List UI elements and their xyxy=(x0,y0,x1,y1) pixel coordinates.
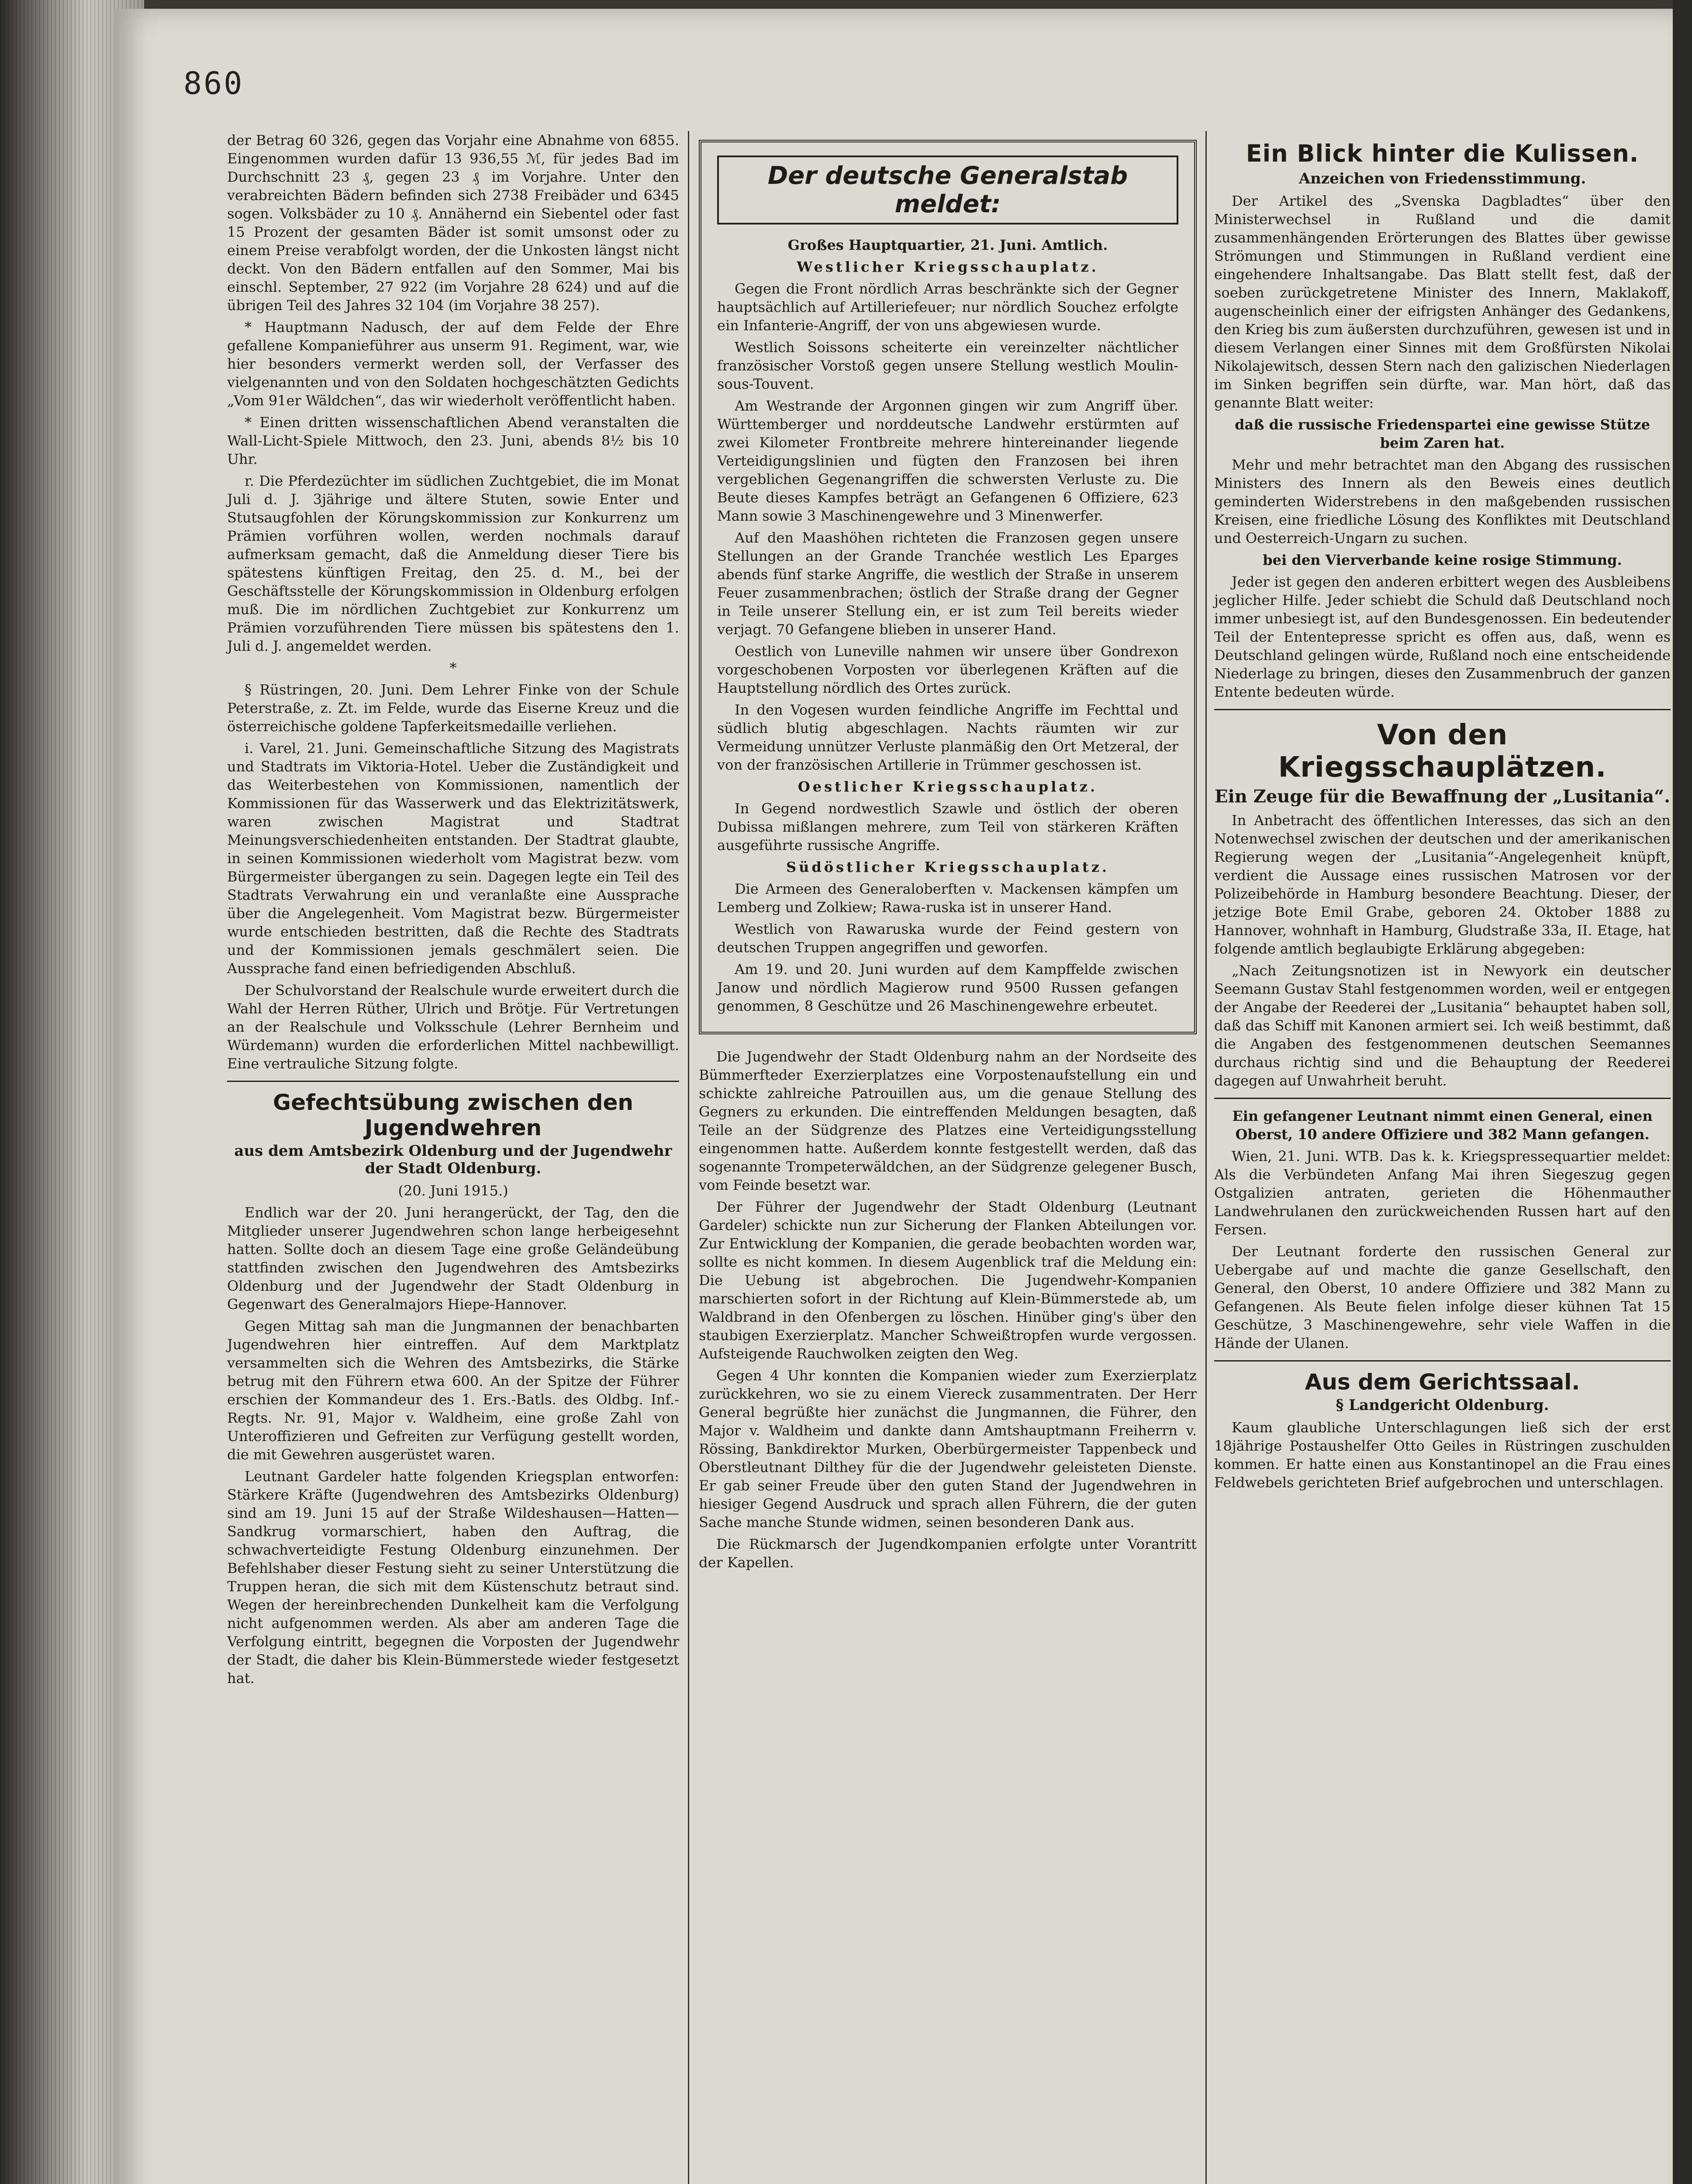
heading-leutnant: Ein gefangener Leutnant nimmt einen General, einen Oberst, 10 andere Offiziere und 382 Mann gefangen. xyxy=(1232,1108,1653,1143)
report-mackensen: Die Armeen des Generaloberften v. Mackensen kämpfen um Lemberg und Zolkiew; Rawa-ruska ist in unserer Hand. xyxy=(717,881,1178,916)
report-arras: Gegen die Front nördlich Arras beschränkte sich der Gegner hauptsächlich auf Artilleriefeuer; nur nördlich Souchez erfolgte ein Infanterie-Angriff, der von uns abgewiesen wurde. xyxy=(717,280,1178,334)
report-maashoehen: Auf den Maashöhen richteten die Franzosen gegen unsere Stellungen an der Grande Tranchée westlich Les Eparges abends fünf starke Angriffe, die westlich der Straße in unserem Feuer zusammenbrachen; östlich der Straße drang der Gegner in Teile unserer Stellung ein, er ist zum Teil bereits wieder verjagt. 70 Gefangene blieben in unserer Hand. xyxy=(717,529,1178,638)
article-ruestringen: § Rüstringen, 20. Juni. Dem Lehrer Finke von der Schule Peterstraße, z. Zt. im Felde, wurde das Eiserne Kreuz und die österreichische goldene Tapferkeitsmedaille verliehen. xyxy=(227,681,679,735)
separator-star: * xyxy=(449,660,457,676)
heading-gefechtsuebung: Gefechtsübung zwischen den Jugendwehren xyxy=(273,1090,633,1140)
article-kulissen-2: Mehr und mehr betrachtet man den Abgang des russischen Ministers des Innern als den Beweis eines deutlich geminderten Widerstrebens in den maßgebenden russischen Kreisen, eine friedliche Lösung des Konfliktes mit Deutschland und Oesterreich-Ungarn zu suchen. xyxy=(1214,456,1671,546)
generalstab-title: Der deutsche Generalstab meldet: xyxy=(717,156,1178,225)
subheading-kulissen: Anzeichen von Friedensstimmung. xyxy=(1298,170,1586,187)
article-wall-licht-spiele: * Einen dritten wissenschaftlichen Abend veranstalten die Wall-Licht-Spiele Mittwoch, den 23. Juni, abends 8½ bis 10 Uhr. xyxy=(227,414,679,467)
section-west: Westlicher Kriegsschauplatz. xyxy=(797,259,1099,275)
report-janow: Am 19. und 20. Juni wurden auf dem Kampffelde zwischen Janow und nördlich Magierow rund 9500 Russen gefangen genommen, 8 Geschütze und 26 Maschinengewehre erbeutet. xyxy=(717,961,1178,1014)
article-kulissen-1: Der Artikel des „Svenska Dagbladtes“ über den Ministerwechsel in Rußland und die damit zusammenhängenden Erörterungen des Blattes über gewisse Strömungen und Stimmungen in Rußland verdient eine eingehendere Inhaltsangabe. Das Blatt stellt fest, daß der soeben zurückgetretene Minister des Innern, Maklakoff, augenscheinlich einer der eifrigsten Anhänger des Gedankens, den Krieg bis zum äußersten durchzuführen, gewesen ist und in diesem Verlangen einer Sinnes mit dem Großfürsten Nikolai Nikolajewitsch, dessen Stern nach den galizischen Niederlagen im Sinken begriffen sein dürfte, war. Man hört, daß das genannte Blatt weiter: xyxy=(1214,193,1671,411)
report-szawle: In Gegend nordwestlich Szawle und östlich der oberen Dubissa mißlangen mehrere, zum Teil von stärkeren Kräften ausgeführte russische Angriffe. xyxy=(717,800,1178,854)
subheading-lusitania: Ein Zeuge für die Bewaffnung der „Lusitania“. xyxy=(1214,786,1671,807)
article-jugendwehr-4: Die Rückmarsch der Jugendkompanien erfolgte unter Vorantritt der Kapellen. xyxy=(699,1536,1197,1571)
section-east: Oestlicher Kriegsschauplatz. xyxy=(798,778,1098,795)
divider xyxy=(1214,1360,1671,1362)
article-horse-breeders: r. Die Pferdezüchter im südlichen Zuchtgebiet, die im Monat Juli d. J. 3jährige und ältere Stuten, sowie Enter und Stutsaugfohlen der Körungskommission zur Konkurrenz um Prämien vorführen wollen, werden nochmals darauf aufmerksam gemacht, daß die Anmeldung dieser Tiere bis spätestens künftigen Freitag, den 25. d. M., bei der Geschäftsstelle der Körungskommission in Oldenburg erfolgen muß. Die im nördlichen Zuchtgebiet zur Konkurrenz um Prämien vorzuführenden Tiere müssen bis spätestens den 1. Juli d. J. angemeldet werden. xyxy=(227,473,679,654)
article-gerichtssaal: Kaum glaubliche Unterschlagungen ließ sich der erst 18jährige Postaushelfer Otto Geiles in Rüstringen zuschulden kommen. Er hatte einen aus Konstantinopel an die Frau eines Feldwebels gerichteten Brief aufgebrochen und unterschlagen. xyxy=(1214,1419,1671,1491)
heading-kriegsschauplaetze: Von den Kriegsschauplätzen. xyxy=(1278,719,1607,784)
dateline: (20. Juni 1915.) xyxy=(398,1182,508,1199)
article-kulissen-sub1: daß die russische Friedenspartei eine gewisse Stütze beim Zaren hat. xyxy=(1235,416,1650,451)
subheading-landgericht: § Landgericht Oldenburg. xyxy=(1336,1396,1549,1414)
report-argonnen: Am Westrande der Argonnen gingen wir zum Angriff über. Württemberger und norddeutsche Landwehr erstürmten auf zwei Kilometer Frontbreite mehrere hintereinander liegende Verteidigungslinien und fügten den Franzosen bei ihren vergeblichen Gegenangriffen die schwersten Verluste zu. Die Beute dieses Kampfes beträgt an Gefangenen 6 Offiziere, 623 Mann sowie 3 Maschinengewehre und 3 Minenwerfer. xyxy=(717,397,1178,524)
article-jugendwehr-3: Gegen 4 Uhr konnten die Kompanien wieder zum Exerzierplatz zurückkehren, wo sie zu einem Viereck zusammentraten. Der Herr General begrüßte hier zunächst die Jungmannen, die Führer, den Major v. Waldheim und dankte dann Amtshauptmann Freiherrn v. Rössing, Bankdirektor Murken, Oberbürgermeister Tappenbeck und Oberstleutnant Dilthey für die der Jugendwehr geleisteten Dienste. Er gab seiner Freude über den guten Stand der Jugendwehren in hiesiger Gegend Ausdruck und sprach allen Führern, die der guten Sache manche Stunde widmen, seinen besonderen Dank aus. xyxy=(699,1367,1197,1531)
report-vogesen: In den Vogesen wurden feindliche Angriffe im Fechttal und südlich blutig abgeschlagen. Nachts räumten wir zur Vermeidung unnützer Verluste planmäßig den Ort Metzeral, der von der französischen Artillerie in Trümmer geschossen ist. xyxy=(717,702,1178,773)
article-baths: der Betrag 60 326, gegen das Vorjahr eine Abnahme von 6855. Eingenommen wurden dafür 13 936,55 ℳ, für jedes Bad im Durchschnitt 23 ₰, gegen 23 ₰ im Vorjahre. Unter den verabreichten Bädern befinden sich 2738 Freibäder und 6345 sogen. Volksbäder zu 10 ₰. Annähernd ein Siebentel oder fast 15 Prozent der gesamten Bäder ist somit umsonst oder zu einem Preise verabfolgt worden, der die Unkosten längst nicht deckt. Von den Bädern entfallen auf den Sommer, Mai bis einschl. September, 27 922 (im Vorjahre 28 624) und auf die übrigen Teil des Jahres 32 104 (im Vorjahre 38 257). xyxy=(227,132,679,314)
article-kulissen-3: Jeder ist gegen den anderen erbittert wegen des Ausbleibens jeglicher Hilfe. Jeder schiebt die Schuld daß Deutschland noch immer unbesiegt ist, auf den Bundesgenossen. Ein bedeutender Teil der Ententepresse spricht es offen aus, daß, wenn es Deutschland gelingen würde, Rußland noch eine entscheidende Niederlage zu bringen, dieses den Zusammenbruch der ganzen Entente bedeuten würde. xyxy=(1214,574,1671,700)
article-lusitania-1: In Anbetracht des öffentlichen Interesses, das sich an den Notenwechsel zwischen der deutschen und der amerikanischen Regierung wegen der „Lusitania“-Angelegenheit knüpft, verdient die Aussage eines russischen Matrosen vor der Polizeibehörde in Hamburg besondere Beachtung. Dieser, der jetzige Bote Emil Grabe, geboren 24. Oktober 1888 zu Hannover, wohnhaft in Hamburg, Gludstraße 33a, II. Etage, hat folgende amtlich beglaubigte Erklärung abgegeben: xyxy=(1214,812,1671,957)
section-southeast: Südöstlicher Kriegsschauplatz. xyxy=(786,859,1109,875)
column-middle xyxy=(699,131,1197,1575)
dateline: Großes Hauptquartier, 21. Juni. Amtlich. xyxy=(787,237,1108,253)
page-number: 860 xyxy=(183,66,244,101)
heading-gerichtssaal: Aus dem Gerichtssaal. xyxy=(1305,1369,1580,1395)
column-left xyxy=(227,131,679,1691)
divider xyxy=(1214,709,1671,710)
generalstab-box xyxy=(699,140,1197,1034)
divider xyxy=(227,1081,679,1082)
article-gefechtsuebung-2: Gegen Mittag sah man die Jungmannen der benachbarten Jugendwehren hier eintreffen. Auf dem Marktplatz versammelten sich die Wehren des Amtsbezirks, die Stärke betrug mit den Führern etwa 600. An der Spitze der Führer erschien der Kommandeur des 1. Ers.-Batls. des Oldbg. Inf.-Regts. Nr. 91, Major v. Waldheim, eine große Zahl von Unteroffizieren und Gefreiten zur Verfügung gestellt worden, die mit Gewehren ausgerüstet waren. xyxy=(227,1318,679,1463)
subheading-gefechtsuebung: aus dem Amtsbezirk Oldenburg und der Jugendwehr der Stadt Oldenburg. xyxy=(234,1142,672,1177)
column-rule xyxy=(1205,131,1207,2184)
article-kulissen-sub2: bei den Vierverbande keine rosige Stimmung. xyxy=(1263,552,1622,568)
article-jugendwehr-2: Der Führer der Jugendwehr der Stadt Oldenburg (Leutnant Gardeler) schickte nun zur Sicherung der Flanken Abteilungen vor. Zur Entwicklung der Kompanien, die gerade beobachten worden war, sollte es nicht kommen. In diesem Augenblick traf die Meldung ein: Die Uebung ist abgebrochen. Die Jugendwehr-Kompanien marschierten sofort in der Richtung auf Klein-Bümmerstede ab, um Waldbrand in den Ofenbergen zu löschen. Hinüber ging's über den staubigen Exerzierplatz. Mancher Schweißtropfen wurde vergossen. Aufsteigende Rauchwolken zeigten den Weg. xyxy=(699,1199,1197,1362)
report-rawaruska: Westlich von Rawaruska wurde der Feind gestern von deutschen Truppen angegriffen und geworfen. xyxy=(717,921,1178,956)
article-gefechtsuebung-1: Endlich war der 20. Juni herangerückt, der Tag, den die Mitglieder unserer Jugendwehren schon lange herbeigesehnt hatten. Sollte doch an diesem Tage eine große Geländeübung stattfinden zwischen den Jugendwehren des Amtsbezirks Oldenburg und der Jugendwehr der Stadt Oldenburg in Gegenwart des Generalmajors Hiepe-Hannover. xyxy=(227,1204,679,1313)
column-rule xyxy=(688,131,689,2184)
article-nadusch: * Hauptmann Nadusch, der auf dem Felde der Ehre gefallene Kompanieführer aus unserm 91. Regiment, war, wie hier besonders vermerkt werden soll, der Verfasser des vielgenannten und von den Soldaten hochgeschätzten Gedichts „Vom 91er Wäldchen“, das wir wiederholt veröffentlicht haben. xyxy=(227,319,679,409)
heading-kulissen: Ein Blick hinter die Kulissen. xyxy=(1246,140,1639,167)
article-leutnant-2: Der Leutnant forderte den russischen General zur Uebergabe auf und machte die ganze Gesellschaft, den General, den Oberst, 10 andere Offiziere und 382 Mann zu Gefangenen. Als Beute fielen infolge dieser kühnen Tat 15 Geschütze, 3 Maschinengewehre, sehr viele Waffen in die Hände der Ulanen. xyxy=(1214,1243,1671,1351)
article-leutnant-1: Wien, 21. Juni. WTB. Das k. k. Kriegspressequartier meldet: Als die Verbündeten Anfang Mai ihren Siegeszug gegen Ostgalizien antraten, gerieten die Höhenmauther Landwehrulanen den zurückweichenden Russen hart auf den Fersen. xyxy=(1214,1148,1671,1238)
report-luneville: Oestlich von Luneville nahmen wir unsere über Gondrexon vorgeschobenen Vorposten vor überlegenen Kräften auf die Hauptstellung nördlich des Ortes zurück. xyxy=(717,643,1178,696)
divider xyxy=(1214,1098,1671,1099)
article-lusitania-2: „Nach Zeitungsnotizen ist in Newyork ein deutscher Seemann Gustav Stahl festgenommen worden, weil er entgegen der Angabe der Reederei der „Lusitania“ behauptet haben soll, daß das Schiff mit Kanonen armiert sei. Ich weiß bestimmt, daß die Angaben des festgenommenen deutschen Seemannes durchaus richtig sind und die Behauptung der Reederei dagegen auf Unwahrheit beruht. xyxy=(1214,962,1671,1089)
column-right xyxy=(1214,131,1671,1495)
article-jugendwehr-1: Die Jugendwehr der Stadt Oldenburg nahm an der Nordseite des Bümmerfteder Exerzierplatzes eine Vorpostenaufstellung ein und schickte zahlreiche Patrouillen aus, um die genaue Stellung des Gegners zu erkunden. Die eintreffenden Meldungen besagten, daß Teile an der Südgrenze des Platzes eine Verteidigungsstellung eingenommen hatte. Außerdem konnte festgestellt werden, daß das sogenannte Trompeterwäldchen, an der Südgrenze gelegener Busch, vom Feinde besetzt war. xyxy=(699,1048,1197,1193)
article-varel: i. Varel, 21. Juni. Gemeinschaftliche Sitzung des Magistrats und Stadtrats im Viktoria-Hotel. Ueber die Zuständigkeit und das Weiterbestehen von Kommissionen, namentlich der Kommissionen für das Wasserwerk und das Elektrizitätswerk, waren zwischen Magistrat und Stadtrat Meinungsverschiedenheiten entstanden. Der Stadtrat glaubte, in seinen Kommissionen wiederholt vom Magistrat bezw. vom Bürgermeister übergangen zu sein. Dagegen legte ein Teil des Stadtrats Verwahrung ein und veranlaßte eine Aussprache über die Angelegenheit. Vom Magistrat bezw. Bürgermeister wurde entschieden bestritten, daß die Rechte des Stadtrats und der Kommissionen jemals geschmälert seien. Die Aussprache fand einen befriedigenden Abschluß. xyxy=(227,740,679,977)
article-schulvorstand: Der Schulvorstand der Realschule wurde erweitert durch die Wahl der Herren Rüther, Ulrich und Brötje. Für Vertretungen an der Realschule und Volksschule (Lehrer Bernheim und Würdemann) wurden die erforderlichen Mittel nachbewilligt. Eine vertrauliche Sitzung folgte. xyxy=(227,982,679,1072)
report-soissons: Westlich Soissons scheiterte ein vereinzelter nächtlicher französischer Vorstoß gegen unsere Stellung westlich Moulin-sous-Touvent. xyxy=(717,339,1178,392)
article-gefechtsuebung-3: Leutnant Gardeler hatte folgenden Kriegsplan entworfen: Stärkere Kräfte (Jugendwehren des Amtsbezirks Oldenburg) sind am 19. Juni 15 auf der Straße Wildeshausen—Hatten—Sandkrug vormarschiert, haben den Auftrag, die schwachverteidigte Festung Oldenburg einzunehmen. Der Befehlshaber dieser Festung sieht zu seiner Unterstützung die Truppen heran, die sich mit dem Küstenschutz betraut sind. Wegen der hereinbrechenden Dunkelheit kam die Verfolgung nicht aufgenommen werden. Als aber am anderen Tage die Verfolgung eintritt, begegnen die Vorposten der Jugendwehr der Stadt, die daher bis Klein-Bümmerstede wieder festgesetzt hat. xyxy=(227,1468,679,1686)
scan-border xyxy=(1673,0,1692,2184)
